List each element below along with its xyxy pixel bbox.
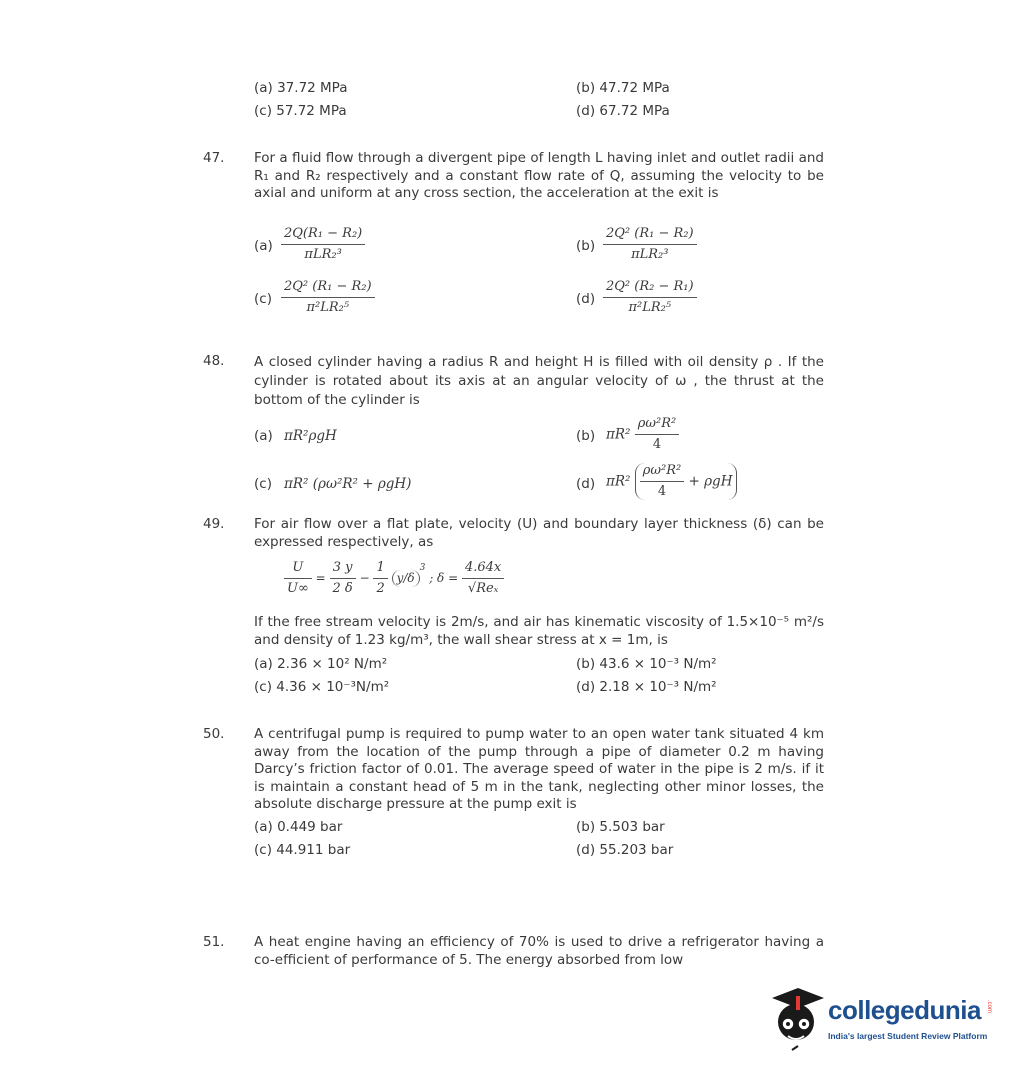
q47-a-denominator: πLR₂³ [304, 247, 342, 262]
q50-option-d: (d) 55.203 bar [576, 842, 674, 858]
q49-eq-minus: − [359, 571, 370, 585]
q50-option-a: (a) 0.449 bar [254, 819, 343, 835]
q48-text: A closed cylinder having a radius R and height H is filled with oil density ρ . If the cylinder is rotated about its axis at an angular velocity of ω , the thrust at the bottom of the cylinder is [254, 354, 824, 408]
q50-number: 50. [203, 726, 225, 742]
q47-b-numerator: 2Q² (R₁ − R₂) [603, 226, 697, 245]
q46-option-b: (b) 47.72 MPa [576, 80, 670, 96]
q49-option-a: (a) 2.36 × 10² N/m² [254, 656, 388, 672]
q49-eq-t2-paren: y/δ [392, 570, 420, 587]
q47-c-numerator: 2Q² (R₁ − R₂) [281, 279, 375, 298]
q49-eq-r-den: √Reₓ [467, 581, 499, 596]
q47-a-label: (a) [254, 238, 273, 254]
q47-option-b-expr [603, 226, 697, 263]
q49-eq-r-num: 4.64x [462, 560, 504, 579]
q48-option-b-expr [606, 416, 679, 453]
q49-eq-t2-den: 2 [376, 581, 385, 596]
q51-text: A heat engine having an efficiency of 70% is used to drive a refrigerator having a co-efficient of performance of 5. The energy absorbed from low [254, 934, 824, 968]
logo-wordmark: collegedunia [828, 995, 981, 1025]
student-mascot-icon [766, 980, 828, 1055]
q49-option-b: (b) 43.6 × 10⁻³ N/m² [576, 656, 717, 672]
q47-option-c-expr [281, 279, 375, 316]
q48-d-bracket [635, 463, 738, 500]
q48-option-a-expr: πR²ρgH [284, 428, 337, 444]
q48-b-prefix: πR² [606, 426, 631, 443]
q46-option-c: (c) 57.72 MPa [254, 103, 347, 119]
collegedunia-logo [766, 980, 996, 1055]
q48-d-suffix: + ρgH [688, 473, 733, 490]
q48-a-label: (a) [254, 428, 273, 444]
q48-option-d-expr [606, 463, 737, 500]
q47-a-numerator: 2Q(R₁ − R₂) [281, 226, 365, 245]
q47-c-label: (c) [254, 291, 272, 307]
q47-number: 47. [203, 150, 225, 166]
q47-d-numerator: 2Q² (R₂ − R₁) [603, 279, 697, 298]
q48-b-numerator: ρω²R² [635, 416, 679, 435]
q49-equation [284, 560, 504, 597]
q48-option-c-expr: πR² (ρω²R² + ρgH) [284, 476, 412, 492]
q48-d-prefix: πR² [606, 473, 631, 490]
q46-option-d: (d) 67.72 MPa [576, 103, 670, 119]
q47-text: For a fluid flow through a divergent pipe of length L having inlet and outlet radii and R₁ and R₂ respectively and a constant flow rate of Q, assuming the velocity to be axial and uniform at any cross section, the acceleration at the exit is [254, 150, 824, 201]
q48-b-label: (b) [576, 428, 596, 444]
q50-option-c: (c) 44.911 bar [254, 842, 351, 858]
q49-eq-t1-den: 2 δ [332, 581, 353, 596]
q49-eq-t2-exponent: 3 [419, 563, 426, 573]
q48-c-label: (c) [254, 476, 272, 492]
q49-eq-t1-num: 3 y [330, 560, 356, 579]
q48-d-label: (d) [576, 476, 596, 492]
q46-option-a: (a) 37.72 MPa [254, 80, 348, 96]
q47-option-d-expr [603, 279, 697, 316]
q49-eq-separator: ; δ = [429, 571, 459, 585]
logo-tagline: India's largest Student Review Platform [828, 1031, 988, 1041]
q48-d-numerator: ρω²R² [640, 463, 684, 482]
q49-option-d: (d) 2.18 × 10⁻³ N/m² [576, 679, 717, 695]
q47-c-denominator: π²LR₂⁵ [306, 300, 350, 315]
q47-b-denominator: πLR₂³ [631, 247, 669, 262]
q49-eq-t2-num: 1 [373, 560, 387, 579]
q48-number: 48. [203, 353, 225, 369]
q49-eq-equals: = [315, 571, 326, 585]
q49-eq-lhs-den: U∞ [287, 581, 309, 596]
q49-option-c: (c) 4.36 × 10⁻³N/m² [254, 679, 390, 695]
q47-d-denominator: π²LR₂⁵ [628, 300, 672, 315]
q50-text: A centrifugal pump is required to pump water to an open water tank situated 4 km away from the location of the pump through a pipe of diameter 0.2 m having Darcy’s friction factor of 0.01. The average speed of water in the pipe is 2 m/s. if it is maintain a constant head of 5 m in the tank, neglecting other minor losses, the absolute discharge pressure at the pump exit is [254, 726, 824, 812]
q47-option-a-expr [281, 226, 365, 263]
q49-text: For air flow over a flat plate, velocity (U) and boundary layer thickness (δ) can be expressed respectively, as [254, 516, 824, 550]
q48-b-denominator: 4 [652, 437, 662, 452]
q51-number: 51. [203, 934, 225, 950]
q49-number: 49. [203, 516, 225, 532]
logo-com-suffix: .com [986, 1000, 992, 1014]
q49-eq-lhs-num: U [284, 560, 312, 579]
q47-b-label: (b) [576, 238, 596, 254]
q50-option-b: (b) 5.503 bar [576, 819, 665, 835]
q47-d-label: (d) [576, 291, 596, 307]
q48-d-denominator: 4 [657, 484, 667, 499]
q49-text2: If the free stream velocity is 2m/s, and air has kinematic viscosity of 1.5×10⁻⁵ m²/s and density of 1.23 kg/m³, the wall shear stress at x = 1m, is [254, 614, 824, 648]
